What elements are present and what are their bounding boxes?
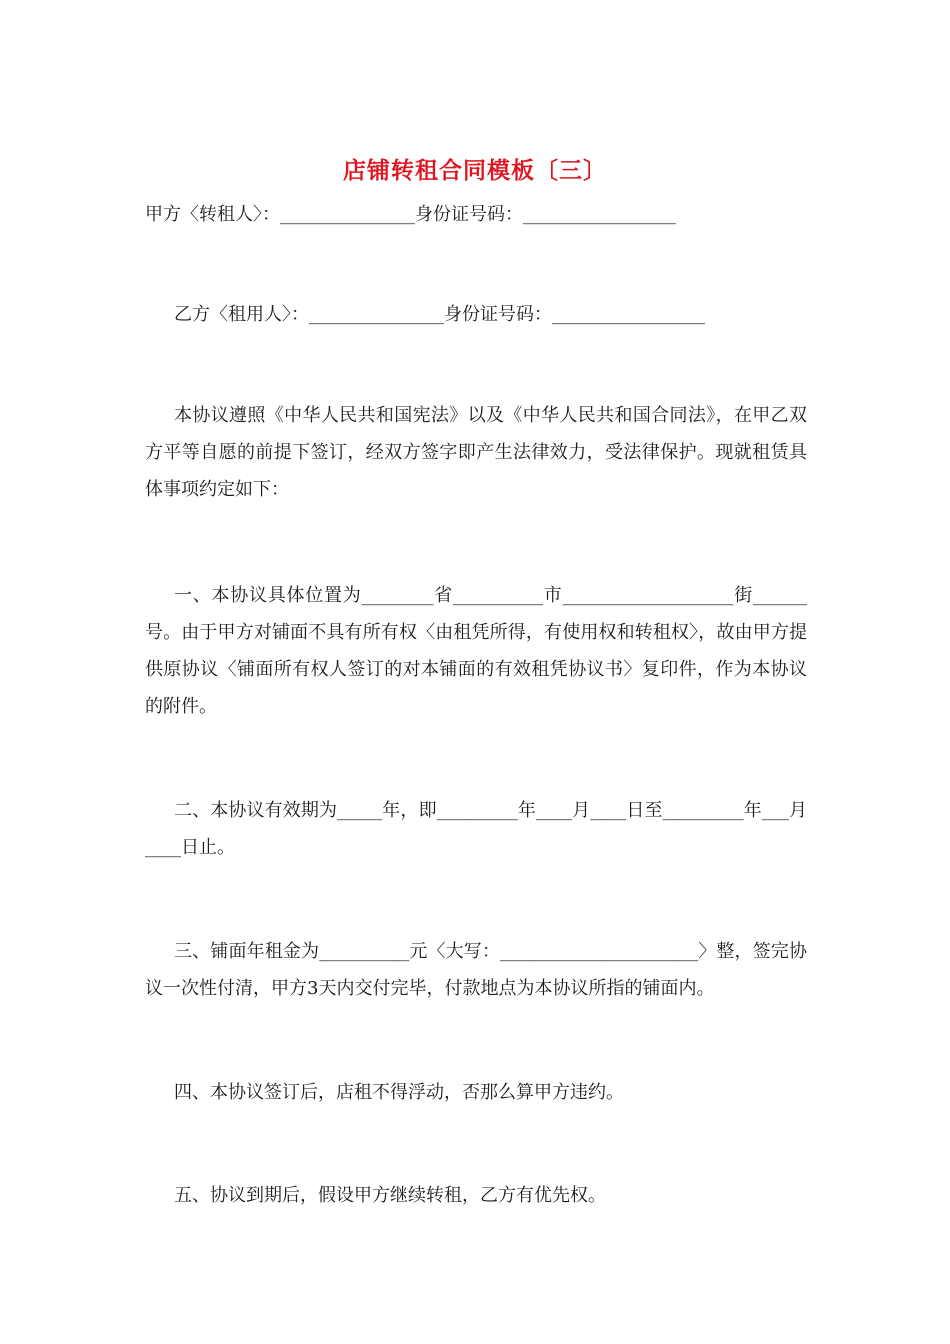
party-a-line: 甲方〈转租人〉：_______________身份证号码：_________________ xyxy=(145,204,676,225)
preamble-paragraph: 本协议遵照《中华人民共和国宪法》以及《中华人民共和国合同法》，在甲乙双方平等自愿的前提下签订，经双方签字即产生法律效力，受法律保护。现就租赁具体事项约定如下： xyxy=(145,405,807,500)
party-b-line: 乙方〈租用人〉：_______________身份证号码：_________________ xyxy=(174,304,705,325)
clause-1: 一、本协议具体位置为________省__________市___________________街______号。由于甲方对铺面不具有所有权〈由租凭所得，有使用权和转租权〉，故由甲方提供原协议〈铺面所有权人签订的对本铺面的有效租凭协议书〉复印件，作为本协议的附件。 xyxy=(145,585,807,717)
clause-3: 三、铺面年租金为__________元〈大写：______________________〉整，签完协议一次性付清，甲方3天内交付完毕，付款地点为本协议所指的铺面内。 xyxy=(145,941,807,999)
clause-5: 五、协议到期后，假设甲方继续转租，乙方有优先权。 xyxy=(174,1185,606,1206)
clause-4: 四、本协议签订后，店租不得浮动，否那么算甲方违约。 xyxy=(174,1082,624,1103)
document-title: 店铺转租合同模板〔三〕 xyxy=(343,158,607,184)
clause-2: 二、本协议有效期为_____年，即_________年____月____日至_________年___月____日止。 xyxy=(145,800,807,858)
